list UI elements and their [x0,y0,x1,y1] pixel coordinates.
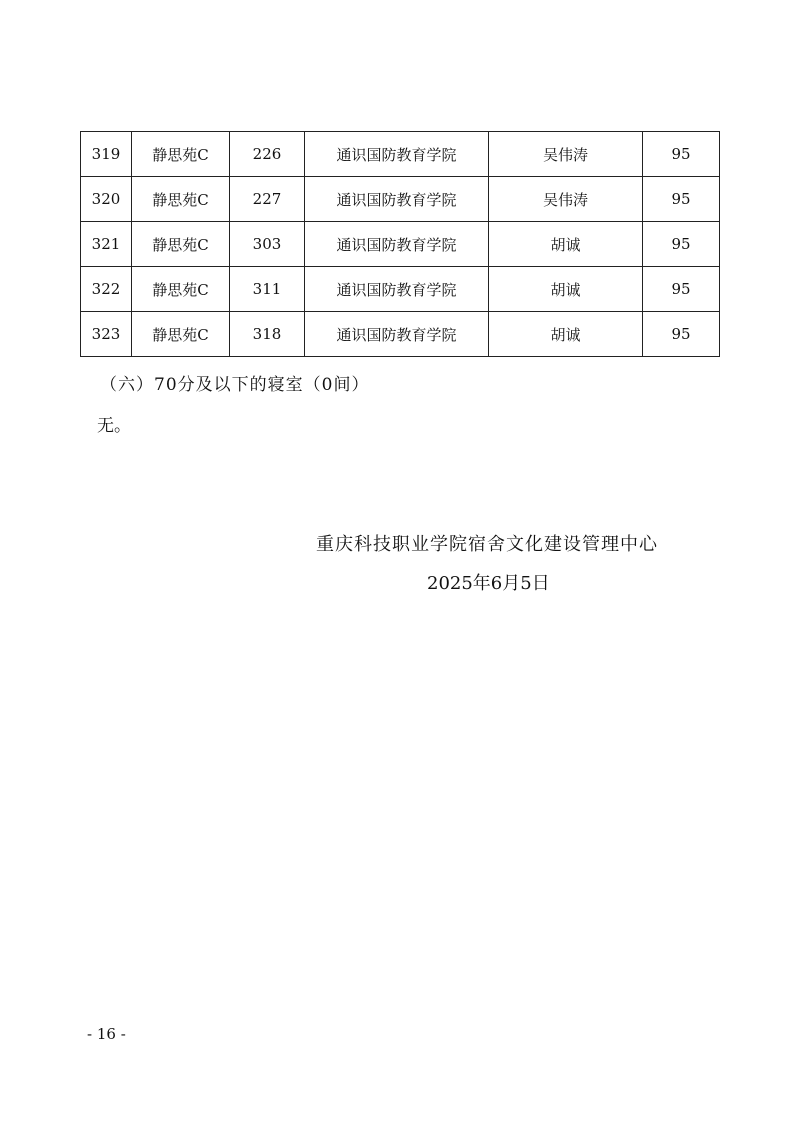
cell-college: 通识国防教育学院 [305,267,489,312]
cell-score: 95 [643,312,720,357]
cell-building: 静思苑C [132,222,230,267]
cell-room: 311 [230,267,305,312]
table-row [81,267,720,312]
table-row [81,132,720,177]
cell-building: 静思苑C [132,267,230,312]
cell-college: 通识国防教育学院 [305,222,489,267]
cell-name: 胡诚 [489,222,643,267]
cell-score: 95 [643,267,720,312]
cell-name: 胡诚 [489,312,643,357]
section-heading: （六）70分及以下的寝室（0间） [100,375,370,395]
cell-room: 318 [230,312,305,357]
table-row [81,177,720,222]
cell-no: 321 [81,222,132,267]
table-body [81,132,720,357]
page-number: - 16 - [87,1025,126,1043]
cell-room: 226 [230,132,305,177]
cell-building: 静思苑C [132,312,230,357]
issuing-organization: 重庆科技职业学院宿舍文化建设管理中心 [316,534,658,555]
cell-building: 静思苑C [132,177,230,222]
cell-name: 胡诚 [489,267,643,312]
dorm-score-table [80,131,720,357]
cell-score: 95 [643,177,720,222]
cell-no: 322 [81,267,132,312]
cell-building: 静思苑C [132,132,230,177]
cell-name: 吴伟涛 [489,132,643,177]
cell-college: 通识国防教育学院 [305,177,489,222]
cell-no: 320 [81,177,132,222]
table-row [81,312,720,357]
section-body-text: 无。 [97,416,131,436]
issue-date: 2025年6月5日 [427,573,550,594]
cell-score: 95 [643,132,720,177]
cell-name: 吴伟涛 [489,177,643,222]
cell-room: 303 [230,222,305,267]
table-row [81,222,720,267]
cell-college: 通识国防教育学院 [305,312,489,357]
cell-no: 323 [81,312,132,357]
cell-score: 95 [643,222,720,267]
cell-room: 227 [230,177,305,222]
cell-no: 319 [81,132,132,177]
cell-college: 通识国防教育学院 [305,132,489,177]
